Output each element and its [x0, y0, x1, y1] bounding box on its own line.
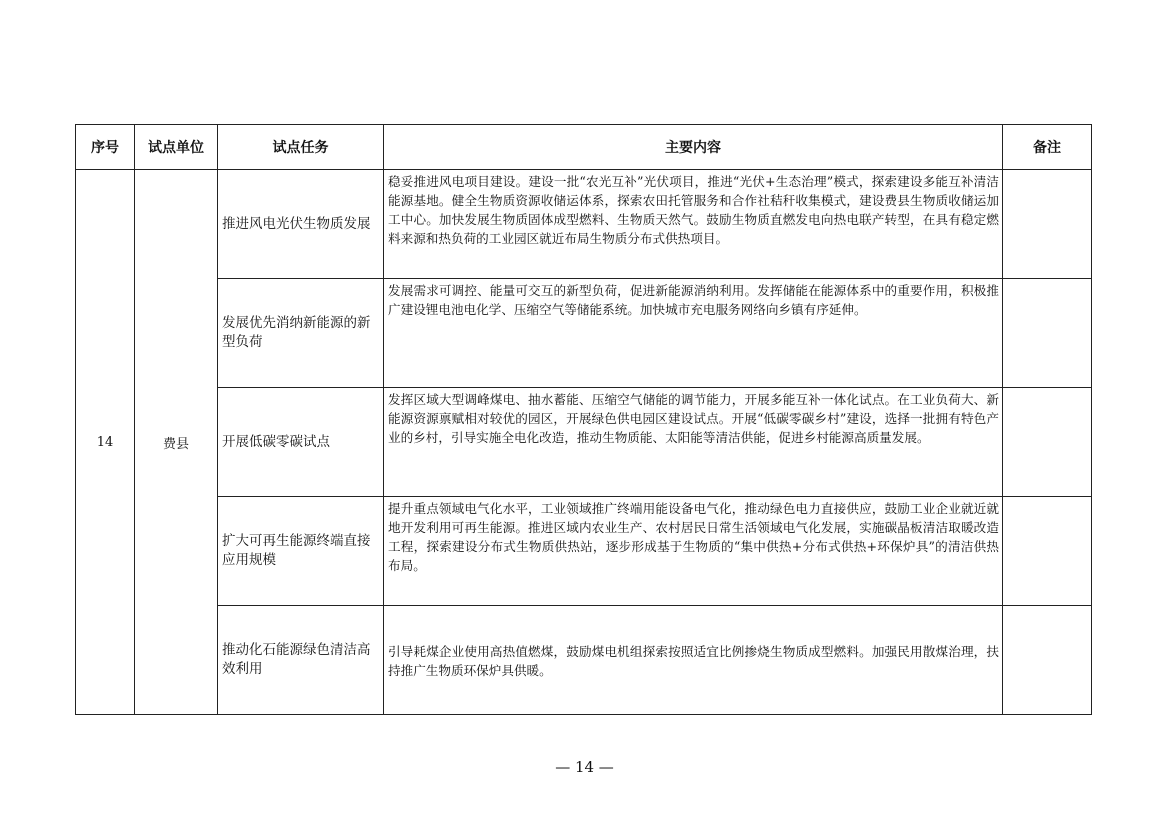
table-row [76, 170, 1092, 279]
table-header-row [76, 125, 1092, 170]
content-cell: 引导耗煤企业使用高热值燃煤，鼓励煤电机组探索按照适宜比例掺烧生物质成型燃料。加强民用散煤治理，扶持推广生物质环保炉具供暖。 [384, 606, 1003, 715]
pilot-unit-cell: 费县 [135, 170, 218, 715]
header-task: 试点任务 [218, 125, 384, 170]
remark-cell [1003, 388, 1092, 497]
remark-cell [1003, 497, 1092, 606]
task-cell: 开展低碳零碳试点 [218, 388, 384, 497]
task-cell: 发展优先消纳新能源的新型负荷 [218, 279, 384, 388]
pilot-task-table [75, 124, 1092, 715]
header-remark: 备注 [1003, 125, 1092, 170]
remark-cell [1003, 606, 1092, 715]
remark-cell [1003, 170, 1092, 279]
row-index-cell: 14 [76, 170, 135, 715]
page-number: — 14 — [555, 758, 614, 776]
table-row [76, 388, 1092, 497]
table-row [76, 606, 1092, 715]
task-cell: 扩大可再生能源终端直接应用规模 [218, 497, 384, 606]
remark-cell [1003, 279, 1092, 388]
content-cell: 发展需求可调控、能量可交互的新型负荷，促进新能源消纳利用。发挥储能在能源体系中的重要作用，积极推广建设锂电池电化学、压缩空气等储能系统。加快城市充电服务网络向乡镇有序延伸。 [384, 279, 1003, 388]
header-index: 序号 [76, 125, 135, 170]
header-unit: 试点单位 [135, 125, 218, 170]
table-row [76, 497, 1092, 606]
content-cell: 稳妥推进风电项目建设。建设一批“农光互补”光伏项目，推进“光伏+生态治理”模式，探索建设多能互补清洁能源基地。健全生物质资源收储运体系，探索农田托管服务和合作社秸秆收集模式，建设费县生物质收储运加工中心。加快发展生物质固体成型燃料、生物质天然气。鼓励生物质直燃发电向热电联产转型，在具有稳定燃料来源和热负荷的工业园区就近布局生物质分布式供热项目。 [384, 170, 1003, 279]
task-cell: 推动化石能源绿色清洁高效利用 [218, 606, 384, 715]
content-cell: 提升重点领域电气化水平，工业领域推广终端用能设备电气化，推动绿色电力直接供应，鼓励工业企业就近就地开发利用可再生能源。推进区域内农业生产、农村居民日常生活领域电气化发展，实施碳晶板清洁取暖改造工程，探索建设分布式生物质供热站，逐步形成基于生物质的“集中供热+分布式供热+环保炉具”的清洁供热布局。 [384, 497, 1003, 606]
content-cell: 发挥区域大型调峰煤电、抽水蓄能、压缩空气储能的调节能力，开展多能互补一体化试点。在工业负荷大、新能源资源禀赋相对较优的园区，开展绿色供电园区建设试点。开展“低碳零碳乡村”建设，选择一批拥有特色产业的乡村，引导实施全电化改造，推动生物质能、太阳能等清洁供能，促进乡村能源高质量发展。 [384, 388, 1003, 497]
table-row [76, 279, 1092, 388]
task-cell: 推进风电光伏生物质发展 [218, 170, 384, 279]
header-content: 主要内容 [384, 125, 1003, 170]
